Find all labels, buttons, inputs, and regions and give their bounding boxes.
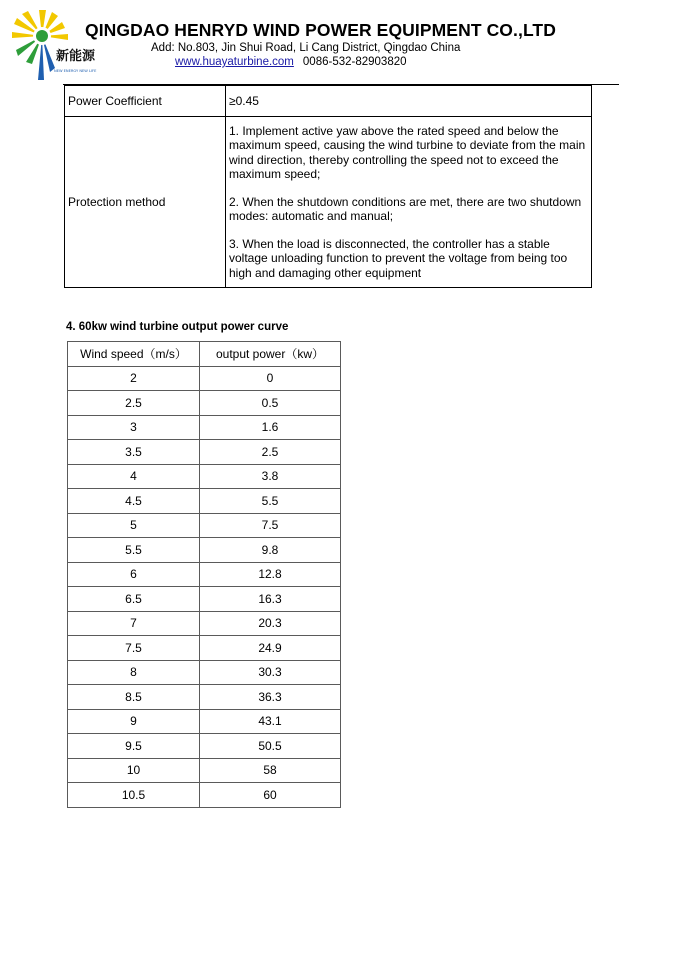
company-address: Add: No.803, Jin Shui Road, Li Cang District, Qingdao China	[151, 42, 461, 54]
protection-method-label: Protection method	[65, 117, 226, 288]
spec-table	[64, 85, 592, 288]
output-power-cell: 7.5	[200, 513, 341, 538]
protection-item: 1. Implement active yaw above the rated speed and below the maximum speed, causing the wind turbine to deviate from the main wind direction, thereby controlling the speed not to exceed the maximum speed;	[229, 123, 586, 182]
protection-item: 2. When the shutdown conditions are met, there are two shutdown modes: automatic and manual;	[229, 194, 582, 224]
table-row	[68, 783, 341, 808]
output-power-cell: 9.8	[200, 538, 341, 563]
sun-windmill-icon	[8, 6, 104, 86]
wind-speed-cell: 8.5	[68, 685, 200, 710]
wind-speed-cell: 3.5	[68, 440, 200, 465]
table-row	[68, 415, 341, 440]
logo-text: 新能源	[56, 49, 96, 64]
website-link[interactable]: www.huayaturbine.com	[175, 56, 294, 68]
output-power-cell: 20.3	[200, 611, 341, 636]
wind-speed-cell: 8	[68, 660, 200, 685]
table-row	[68, 464, 341, 489]
protection-item: 3. When the load is disconnected, the controller has a stable voltage unloading function to prevent the voltage from being too high and damaging other equipment	[229, 236, 568, 280]
output-power-cell: 30.3	[200, 660, 341, 685]
table-row	[68, 562, 341, 587]
section-title: 4. 60kw wind turbine output power curve	[66, 321, 289, 333]
company-logo	[8, 6, 104, 86]
wind-speed-cell: 3	[68, 415, 200, 440]
output-power-cell: 5.5	[200, 489, 341, 514]
wind-speed-cell: 6	[68, 562, 200, 587]
wind-speed-header: Wind speed（m/s）	[68, 342, 200, 367]
table-row	[68, 587, 341, 612]
wind-speed-cell: 10.5	[68, 783, 200, 808]
output-power-cell: 24.9	[200, 636, 341, 661]
output-power-cell: 36.3	[200, 685, 341, 710]
table-header-row	[68, 342, 341, 367]
wind-speed-cell: 4.5	[68, 489, 200, 514]
table-row	[68, 709, 341, 734]
table-row	[68, 758, 341, 783]
output-power-cell: 2.5	[200, 440, 341, 465]
wind-speed-cell: 7	[68, 611, 200, 636]
wind-speed-cell: 2.5	[68, 391, 200, 416]
power-coefficient-label: Power Coefficient	[65, 86, 226, 117]
contact-line	[175, 56, 407, 68]
wind-speed-cell: 2	[68, 366, 200, 391]
power-curve-table	[67, 341, 341, 808]
output-power-cell: 50.5	[200, 734, 341, 759]
table-row	[68, 734, 341, 759]
output-power-cell: 16.3	[200, 587, 341, 612]
company-name: QINGDAO HENRYD WIND POWER EQUIPMENT CO.,LTD	[85, 20, 556, 40]
table-row	[65, 86, 592, 117]
output-power-cell: 12.8	[200, 562, 341, 587]
output-power-cell: 1.6	[200, 415, 341, 440]
wind-speed-cell: 5.5	[68, 538, 200, 563]
wind-speed-cell: 6.5	[68, 587, 200, 612]
wind-speed-cell: 9.5	[68, 734, 200, 759]
protection-method-value	[226, 117, 592, 288]
table-row	[65, 117, 592, 288]
output-power-header: output power（kw）	[200, 342, 341, 367]
table-row	[68, 489, 341, 514]
wind-speed-cell: 7.5	[68, 636, 200, 661]
wind-speed-cell: 10	[68, 758, 200, 783]
wind-speed-cell: 5	[68, 513, 200, 538]
table-row	[68, 440, 341, 465]
wind-speed-cell: 4	[68, 464, 200, 489]
output-power-cell: 58	[200, 758, 341, 783]
phone-number: 0086-532-82903820	[302, 56, 407, 68]
output-power-cell: 0	[200, 366, 341, 391]
table-row	[68, 685, 341, 710]
output-power-cell: 0.5	[200, 391, 341, 416]
output-power-cell: 3.8	[200, 464, 341, 489]
output-power-cell: 43.1	[200, 709, 341, 734]
table-row	[68, 366, 341, 391]
table-row	[68, 513, 341, 538]
table-row	[68, 391, 341, 416]
table-row	[68, 538, 341, 563]
table-row	[68, 611, 341, 636]
power-coefficient-value: ≥0.45	[226, 86, 592, 117]
output-power-cell: 60	[200, 783, 341, 808]
logo-subtext: NEW ENERGY NEW LIFE	[54, 69, 97, 73]
wind-speed-cell: 9	[68, 709, 200, 734]
table-row	[68, 636, 341, 661]
table-row	[68, 660, 341, 685]
